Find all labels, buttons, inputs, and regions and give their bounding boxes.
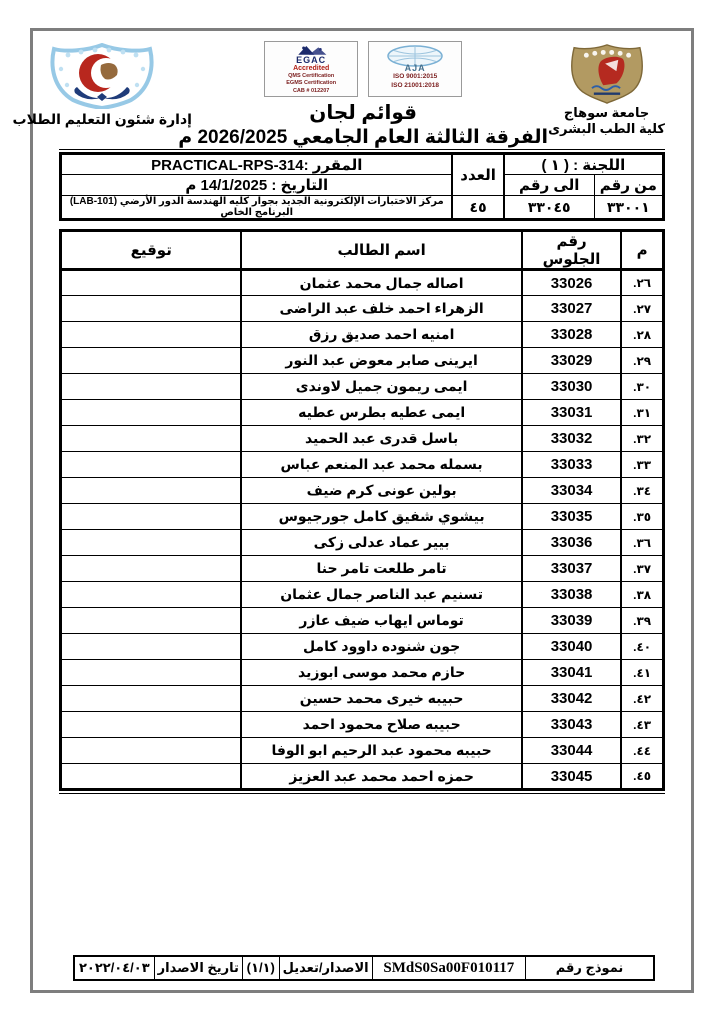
student-seat-number: 33039	[522, 608, 621, 634]
certification-logos	[264, 41, 462, 97]
column-header-name: اسم الطالب	[241, 231, 521, 270]
exam-info-table	[59, 152, 665, 221]
student-name: باسل قدرى عبد الحميد	[241, 426, 521, 452]
signature-cell	[61, 478, 242, 504]
column-header-seat: رقم الجلوس	[522, 231, 621, 270]
signature-cell	[61, 634, 242, 660]
signature-cell	[61, 530, 242, 556]
university-branding	[548, 41, 665, 138]
student-index: ٢٨.	[621, 322, 663, 348]
student-index: ٢٦.	[621, 270, 663, 296]
student-index: ٣٩.	[621, 608, 663, 634]
to-number-label: الى رقم	[504, 175, 594, 196]
student-name: جون شنوده داوود كامل	[241, 634, 521, 660]
student-name: بولين عونى كرم ضيف	[241, 478, 521, 504]
student-name: امنيه احمد صديق رزق	[241, 322, 521, 348]
faculty-name: كلية الطب البشرى	[548, 121, 665, 137]
count-value: ٤٥	[452, 196, 503, 220]
student-row	[61, 634, 664, 660]
student-name: حبيبه خيرى محمد حسين	[241, 686, 521, 712]
faculty-of-medicine-logo-icon	[43, 43, 161, 109]
university-name: جامعة سوهاج	[563, 105, 650, 120]
signature-cell	[61, 452, 242, 478]
student-seat-number: 33045	[522, 764, 621, 790]
student-seat-number: 33030	[522, 374, 621, 400]
student-seat-number: 33026	[522, 270, 621, 296]
header-center	[178, 41, 548, 149]
student-seat-number: 33031	[522, 400, 621, 426]
student-index: ٤٣.	[621, 712, 663, 738]
revision-value: (١/١)	[242, 956, 279, 980]
roster-header-row	[61, 231, 664, 270]
roster-section	[59, 229, 665, 794]
student-seat-number: 33028	[522, 322, 621, 348]
student-seat-number: 33037	[522, 556, 621, 582]
committee-number: اللجنة : ( ١ )	[504, 154, 664, 175]
form-number-label: نموذج رقم	[526, 956, 655, 980]
student-seat-number: 33040	[522, 634, 621, 660]
signature-cell	[61, 738, 242, 764]
student-seat-number: 33035	[522, 504, 621, 530]
student-seat-number: 33032	[522, 426, 621, 452]
student-index: ٣١.	[621, 400, 663, 426]
signature-cell	[61, 582, 242, 608]
student-row	[61, 426, 664, 452]
count-header: العدد	[452, 154, 503, 196]
student-name: حمزه احمد محمد عبد العزيز	[241, 764, 521, 790]
egac-accredited-label: Accredited	[293, 65, 330, 73]
aja-iso-line: ISO 21001:2018	[391, 81, 439, 89]
student-name: الزهراء احمد خلف عبد الراضى	[241, 296, 521, 322]
student-seat-number: 33044	[522, 738, 621, 764]
student-index: ٣٧.	[621, 556, 663, 582]
student-row	[61, 452, 664, 478]
student-index: ٣٣.	[621, 452, 663, 478]
exam-location-note: مركز الاختبارات الإلكترونية الجديد بجوار كليه الهندسة الدور الأرضي (LAB-101) البرنامج الخاص	[61, 196, 453, 220]
signature-cell	[61, 764, 242, 790]
student-row	[61, 400, 664, 426]
exam-info-section	[59, 149, 665, 221]
student-row	[61, 374, 664, 400]
student-seat-number: 33029	[522, 348, 621, 374]
student-index: ٣٢.	[621, 426, 663, 452]
column-header-number: م	[621, 231, 663, 270]
student-index: ٢٩.	[621, 348, 663, 374]
form-number-value: SMdS0Sa00F010117	[372, 956, 525, 980]
student-name: ايرينى صابر معوض عبد النور	[241, 348, 521, 374]
student-index: ٣٠.	[621, 374, 663, 400]
student-index: ٤٥.	[621, 764, 663, 790]
egac-cert-line: EGMS Certification	[286, 80, 337, 87]
student-seat-number: 33034	[522, 478, 621, 504]
student-name: بيير عماد عدلى زكى	[241, 530, 521, 556]
revision-label: الاصدار/تعديل	[279, 956, 372, 980]
student-roster-table	[59, 229, 665, 791]
issue-date-value: ٢٠٢٢/٠٤/٠٣	[74, 956, 154, 980]
aja-name: AJA	[404, 63, 426, 73]
signature-cell	[61, 712, 242, 738]
student-index: ٤١.	[621, 660, 663, 686]
issue-date-label: تاريخ الاصدار	[154, 956, 242, 980]
student-row	[61, 660, 664, 686]
student-row	[61, 582, 664, 608]
student-name: ايمى ريمون جميل لاوندى	[241, 374, 521, 400]
student-row	[61, 686, 664, 712]
student-name: حبيبه صلاح محمود احمد	[241, 712, 521, 738]
student-name: بسمله محمد عبد المنعم عباس	[241, 452, 521, 478]
signature-cell	[61, 608, 242, 634]
student-index: ٤٤.	[621, 738, 663, 764]
student-name: حازم محمد موسى ابوزيد	[241, 660, 521, 686]
student-seat-number: 33036	[522, 530, 621, 556]
student-seat-number: 33042	[522, 686, 621, 712]
student-row	[61, 608, 664, 634]
student-seat-number: 33041	[522, 660, 621, 686]
student-index: ٣٨.	[621, 582, 663, 608]
student-row	[61, 504, 664, 530]
signature-cell	[61, 374, 242, 400]
student-name: تامر طلعت تامر حنا	[241, 556, 521, 582]
egac-cert-line: CAB # 012207	[292, 87, 330, 94]
signature-cell	[61, 400, 242, 426]
form-footer-table	[73, 955, 655, 981]
student-row	[61, 478, 664, 504]
signature-cell	[61, 270, 242, 296]
student-index: ٣٦.	[621, 530, 663, 556]
student-index: ٣٥.	[621, 504, 663, 530]
student-row	[61, 530, 664, 556]
aja-certification-logo	[368, 41, 462, 97]
student-name: تسنيم عبد الناصر جمال عثمان	[241, 582, 521, 608]
from-number-label: من رقم	[594, 175, 663, 196]
page-frame	[12, 28, 694, 993]
student-row	[61, 556, 664, 582]
department-name: إدارة شئون التعليم الطلاب	[12, 111, 192, 127]
student-row	[61, 270, 664, 296]
signature-cell	[61, 426, 242, 452]
student-index: ٢٧.	[621, 296, 663, 322]
student-index: ٣٤.	[621, 478, 663, 504]
signature-cell	[61, 504, 242, 530]
student-row	[61, 296, 664, 322]
student-seat-number: 33038	[522, 582, 621, 608]
exam-date: التاريخ : 14/1/2025 م	[61, 175, 453, 196]
egac-name: EGAC	[296, 55, 327, 66]
to-number-value: ٣٣٠٤٥	[504, 196, 594, 220]
student-index: ٤٠.	[621, 634, 663, 660]
student-seat-number: 33043	[522, 712, 621, 738]
student-name: اصاله جمال محمد عثمان	[241, 270, 521, 296]
signature-cell	[61, 660, 242, 686]
student-seat-number: 33027	[522, 296, 621, 322]
document-title: قوائم لجان	[309, 102, 418, 124]
student-name: بيشوي شفيق كامل جورجيوس	[241, 504, 521, 530]
student-row	[61, 738, 664, 764]
student-row	[61, 764, 664, 790]
student-name: ايمى عطيه بطرس عطيه	[241, 400, 521, 426]
student-row	[61, 322, 664, 348]
signature-cell	[61, 296, 242, 322]
student-row	[61, 348, 664, 374]
document-subtitle: الفرقة الثالثة العام الجامعي 2026/2025 م	[178, 127, 549, 148]
student-index: ٤٢.	[621, 686, 663, 712]
student-seat-number: 33033	[522, 452, 621, 478]
signature-cell	[61, 322, 242, 348]
egac-accreditation-logo	[264, 41, 358, 97]
egac-cert-line: QMS Certification	[288, 72, 335, 79]
sohag-university-logo-icon	[565, 43, 649, 105]
signature-cell	[61, 556, 242, 582]
student-row	[61, 712, 664, 738]
student-name: توماس ايهاب ضيف عازر	[241, 608, 521, 634]
form-footer	[73, 955, 655, 981]
signature-cell	[61, 348, 242, 374]
student-name: حبيبه محمود عبد الرحيم ابو الوفا	[241, 738, 521, 764]
from-number-value: ٣٣٠٠١	[594, 196, 663, 220]
course-code: المقرر :PRACTICAL-RPS-314	[61, 154, 453, 175]
column-header-signature: توقيع	[61, 231, 242, 270]
aja-iso-line: ISO 9001:2015	[393, 73, 438, 80]
faculty-branding	[12, 41, 192, 128]
signature-cell	[61, 686, 242, 712]
document-header	[12, 41, 665, 148]
